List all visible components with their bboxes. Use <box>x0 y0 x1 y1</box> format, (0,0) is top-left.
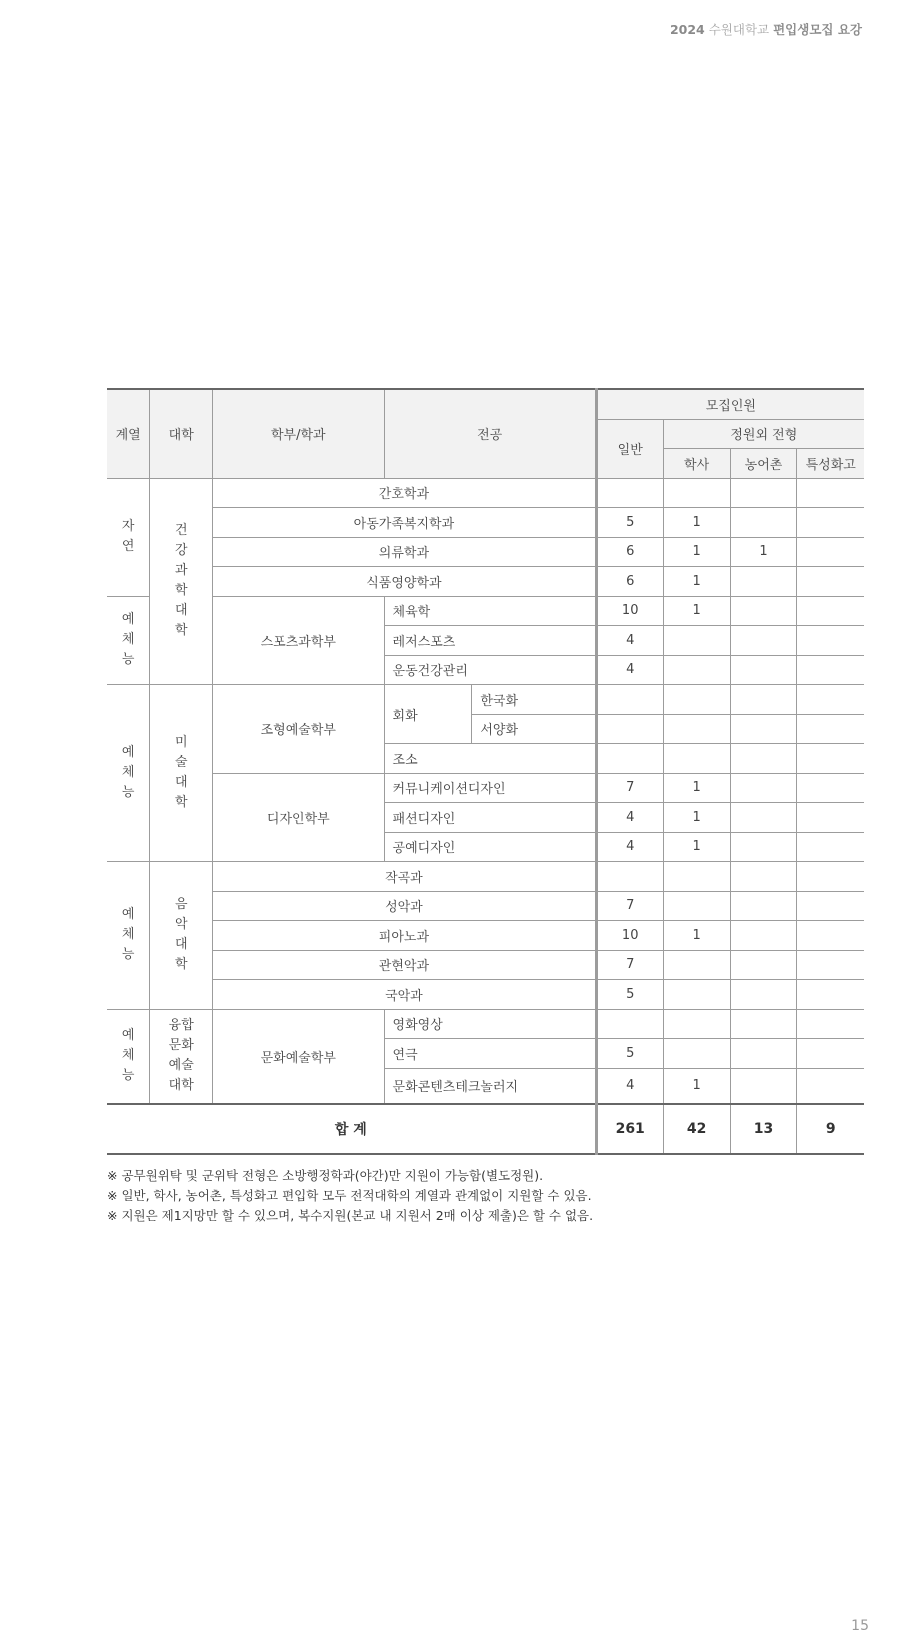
bachelor-cell: 1 <box>663 1068 730 1104</box>
bachelor-cell <box>663 478 730 508</box>
farm-cell <box>730 950 797 980</box>
bachelor-cell <box>663 1039 730 1069</box>
major-cell: 공예디자인 <box>384 832 596 862</box>
general-cell <box>596 478 663 508</box>
bachelor-cell: 1 <box>663 832 730 862</box>
bachelor-cell: 1 <box>663 803 730 833</box>
farm-cell <box>730 1009 797 1039</box>
bachelor-cell <box>663 1009 730 1039</box>
bachelor-cell <box>663 862 730 892</box>
farm-cell <box>730 744 797 774</box>
header-dept: 학부/학과 <box>213 389 384 478</box>
header-special: 특성화고 <box>797 449 864 479</box>
major-cell: 체육학 <box>384 596 596 626</box>
college-cell: 융합 문화 예술 대학 <box>150 1009 213 1104</box>
page-number: 15 <box>851 1618 869 1634</box>
farm-cell <box>730 508 797 538</box>
major-cell: 레저스포츠 <box>384 626 596 656</box>
farm-cell <box>730 803 797 833</box>
notes <box>107 1166 593 1226</box>
general-cell <box>596 685 663 715</box>
special-cell <box>797 1009 864 1039</box>
table-row <box>107 862 864 892</box>
special-cell <box>797 537 864 567</box>
bachelor-cell <box>663 626 730 656</box>
farm-cell: 1 <box>730 537 797 567</box>
note-item: ※ 공무원위탁 및 군위탁 전형은 소방행정학과(야간)만 지원이 가능함(별도정원). <box>107 1168 544 1183</box>
special-cell <box>797 626 864 656</box>
farm-cell <box>730 714 797 744</box>
note-item: ※ 일반, 학사, 농어촌, 특성화고 편입학 모두 전적대학의 계열과 관계없이 지원할 수 있음. <box>107 1188 592 1203</box>
dept-cell: 작곡과 <box>213 862 597 892</box>
major-cell: 영화영상 <box>384 1009 596 1039</box>
header-school: 수원대학교 <box>708 22 770 37</box>
general-cell: 10 <box>596 596 663 626</box>
general-cell: 7 <box>596 891 663 921</box>
general-cell <box>596 744 663 774</box>
dept-cell: 조형예술학부 <box>213 685 384 774</box>
special-cell <box>797 1068 864 1104</box>
farm-cell <box>730 478 797 508</box>
farm-cell <box>730 626 797 656</box>
bachelor-cell <box>663 714 730 744</box>
dept-cell: 성악과 <box>213 891 597 921</box>
dept-cell: 스포츠과학부 <box>213 596 384 685</box>
table-row <box>107 685 864 715</box>
bachelor-cell: 1 <box>663 921 730 951</box>
farm-cell <box>730 1039 797 1069</box>
total-general: 261 <box>596 1104 663 1154</box>
general-cell <box>596 714 663 744</box>
general-cell: 7 <box>596 773 663 803</box>
college-cell: 건 강 과 학 대 학 <box>150 478 213 685</box>
dept-cell: 아동가족복지학과 <box>213 508 597 538</box>
general-cell: 7 <box>596 950 663 980</box>
farm-cell <box>730 862 797 892</box>
table-row <box>107 478 864 508</box>
dept-cell: 관현악과 <box>213 950 597 980</box>
general-cell: 4 <box>596 1068 663 1104</box>
special-cell <box>797 478 864 508</box>
page-header <box>670 20 862 38</box>
major-cell: 운동건강관리 <box>384 655 596 685</box>
total-bachelor: 42 <box>663 1104 730 1154</box>
farm-cell <box>730 773 797 803</box>
bachelor-cell <box>663 891 730 921</box>
farm-cell <box>730 832 797 862</box>
header-farm: 농어촌 <box>730 449 797 479</box>
total-row <box>107 1104 864 1154</box>
bachelor-cell <box>663 685 730 715</box>
special-cell <box>797 862 864 892</box>
dept-cell: 국악과 <box>213 980 597 1010</box>
dept-cell: 간호학과 <box>213 478 597 508</box>
header-title: 편입생모집 요강 <box>773 22 862 37</box>
header-college: 대학 <box>150 389 213 478</box>
sub-major-cell: 한국화 <box>472 685 596 715</box>
table-row <box>107 1009 864 1039</box>
special-cell <box>797 891 864 921</box>
farm-cell <box>730 891 797 921</box>
general-cell: 5 <box>596 1039 663 1069</box>
dept-cell: 의류학과 <box>213 537 597 567</box>
special-cell <box>797 567 864 597</box>
major-cell: 패션디자인 <box>384 803 596 833</box>
general-cell: 4 <box>596 803 663 833</box>
table-row <box>107 508 864 538</box>
header-major: 전공 <box>384 389 596 478</box>
special-cell <box>797 596 864 626</box>
general-cell: 4 <box>596 626 663 656</box>
bachelor-cell <box>663 744 730 774</box>
bachelor-cell <box>663 655 730 685</box>
header-group: 계열 <box>107 389 150 478</box>
table-row <box>107 980 864 1010</box>
major-cell: 커뮤니케이션디자인 <box>384 773 596 803</box>
special-cell <box>797 773 864 803</box>
recruitment-table <box>107 388 864 1155</box>
sub-major-cell: 서양화 <box>472 714 596 744</box>
bachelor-cell <box>663 950 730 980</box>
dept-cell: 피아노과 <box>213 921 597 951</box>
general-cell: 6 <box>596 537 663 567</box>
group-cell: 자 연 <box>107 478 150 596</box>
bachelor-cell: 1 <box>663 537 730 567</box>
farm-cell <box>730 655 797 685</box>
general-cell: 5 <box>596 980 663 1010</box>
header-bachelor: 학사 <box>663 449 730 479</box>
special-cell <box>797 832 864 862</box>
bachelor-cell: 1 <box>663 508 730 538</box>
general-cell <box>596 862 663 892</box>
major-cell: 연극 <box>384 1039 596 1069</box>
group-cell: 예 체 능 <box>107 596 150 685</box>
dept-cell: 식품영양학과 <box>213 567 597 597</box>
group-cell: 예 체 능 <box>107 685 150 862</box>
header-general: 일반 <box>596 419 663 478</box>
special-cell <box>797 744 864 774</box>
special-cell <box>797 803 864 833</box>
table-row <box>107 567 864 597</box>
major-cell: 문화콘텐츠테크놀러지 <box>384 1068 596 1104</box>
farm-cell <box>730 1068 797 1104</box>
dept-cell: 문화예술학부 <box>213 1009 384 1104</box>
dept-cell: 디자인학부 <box>213 773 384 862</box>
bachelor-cell: 1 <box>663 773 730 803</box>
special-cell <box>797 508 864 538</box>
special-cell <box>797 714 864 744</box>
farm-cell <box>730 980 797 1010</box>
bachelor-cell: 1 <box>663 596 730 626</box>
header-extra: 정원외 전형 <box>663 419 864 449</box>
table-row <box>107 773 864 803</box>
special-cell <box>797 655 864 685</box>
table-row <box>107 950 864 980</box>
total-label: 합 계 <box>107 1104 596 1154</box>
group-cell: 예 체 능 <box>107 1009 150 1104</box>
table-row <box>107 921 864 951</box>
college-cell: 음 악 대 학 <box>150 862 213 1010</box>
farm-cell <box>730 921 797 951</box>
general-cell: 10 <box>596 921 663 951</box>
general-cell: 6 <box>596 567 663 597</box>
bachelor-cell: 1 <box>663 567 730 597</box>
major-cell: 조소 <box>384 744 596 774</box>
table-row <box>107 596 864 626</box>
special-cell <box>797 950 864 980</box>
total-farm: 13 <box>730 1104 797 1154</box>
general-cell: 4 <box>596 832 663 862</box>
general-cell: 5 <box>596 508 663 538</box>
group-cell: 예 체 능 <box>107 862 150 1010</box>
total-special: 9 <box>797 1104 864 1154</box>
general-cell: 4 <box>596 655 663 685</box>
farm-cell <box>730 567 797 597</box>
college-cell: 미 술 대 학 <box>150 685 213 862</box>
major-cell: 회화 <box>384 685 472 744</box>
header-recruit: 모집인원 <box>596 389 864 419</box>
farm-cell <box>730 685 797 715</box>
table-row <box>107 537 864 567</box>
special-cell <box>797 685 864 715</box>
header-year: 2024 <box>669 22 705 37</box>
special-cell <box>797 921 864 951</box>
special-cell <box>797 980 864 1010</box>
table-row <box>107 891 864 921</box>
bachelor-cell <box>663 980 730 1010</box>
general-cell <box>596 1009 663 1039</box>
note-item: ※ 지원은 제1지망만 할 수 있으며, 복수지원(본교 내 지원서 2매 이상 제출)은 할 수 없음. <box>107 1208 594 1223</box>
farm-cell <box>730 596 797 626</box>
special-cell <box>797 1039 864 1069</box>
